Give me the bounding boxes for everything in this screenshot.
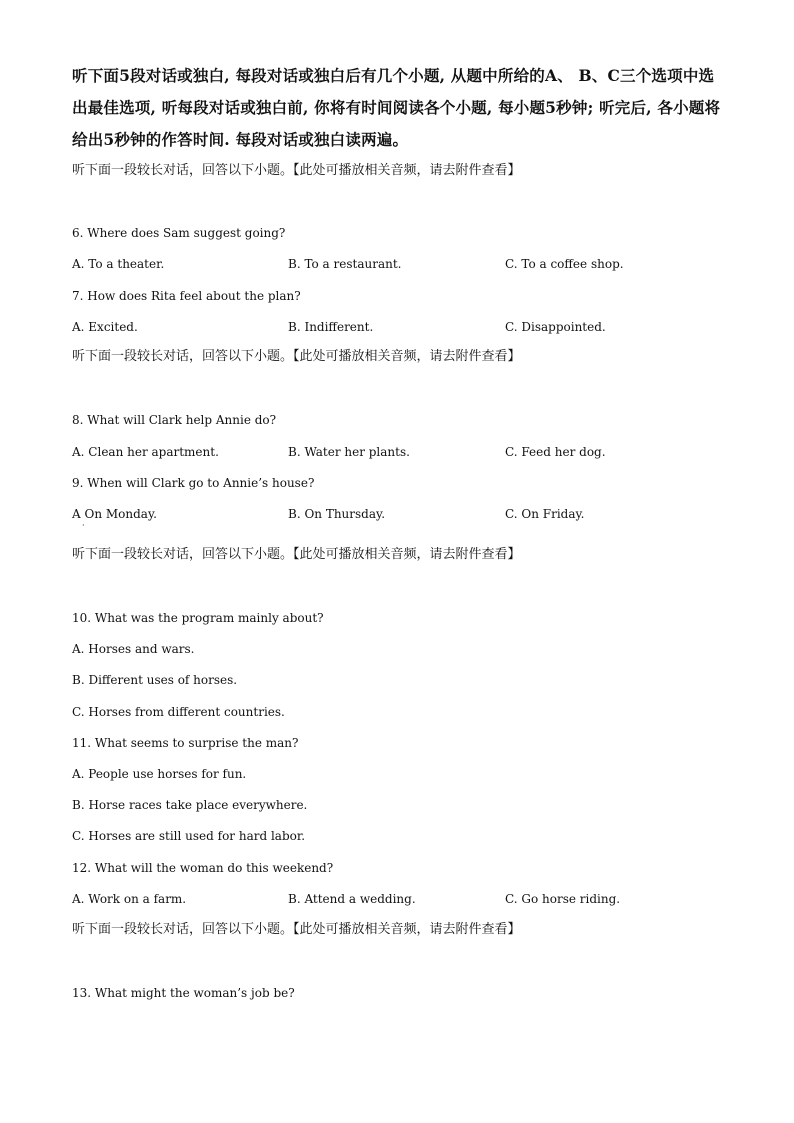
option-a: A. Horses and wars. [72,642,195,656]
option-b: B. Indifferent. [288,320,374,334]
option-c: C. Horses from different countries. [72,705,285,719]
option-b: B. Attend a wedding. [288,892,416,906]
option-a: A. To a theater. [72,257,165,271]
option-a: A. People use horses for fun. [72,767,247,781]
question-11: 11. What seems to surprise the man? [72,736,299,750]
option-c: C. To a coffee shop. [505,257,624,271]
option-b: B. Different uses of horses. [72,673,238,687]
section-intro: 听下面一段较长对话，回答以下小题。【此处可播放相关音频，请去附件查看】 [72,163,521,178]
section-intro: 听下面一段较长对话，回答以下小题。【此处可播放相关音频，请去附件查看】 [72,349,521,364]
option-c: C. Feed her dog. [505,445,606,459]
option-c: C. On Friday. [505,507,585,521]
question-12: 12. What will the woman do this weekend? [72,861,334,875]
question-10: 10. What was the program mainly about? [72,611,324,625]
question-8: 8. What will Clark help Annie do? [72,413,277,427]
section-intro: 听下面一段较长对话，回答以下小题。【此处可播放相关音频，请去附件查看】 [72,547,521,562]
option-b: B. Water her plants. [288,445,410,459]
question-7: 7. How does Rita feel about the plan? [72,289,301,303]
question-13: 13. What might the woman’s job be? [72,986,295,1000]
option-c: C. Go horse riding. [505,892,621,906]
option-c: C. Disappointed. [505,320,606,334]
option-a: A. Clean her apartment. [72,445,219,459]
section-intro: 听下面一段较长对话，回答以下小题。【此处可播放相关音频，请去附件查看】 [72,922,521,937]
option-a: A On Monday. [72,507,157,521]
question-9: 9. When will Clark go to Annie’s house? [72,476,315,490]
option-a: A. Excited. [72,320,138,334]
option-c: C. Horses are still used for hard labor. [72,829,306,843]
instructions: 听下面5段对话或独白, 每段对话或独白后有几个小题, 从题中所给的A、 B、C三个选项中选出最佳选项, 听每段对话或独白前, 你将有时间阅读各个小题, 每小题5秒钟; 听完后, 各小题将给出5秒钟的作答时间. 每段对话或独白读两遍。 [72,66,721,149]
option-b: B. Horse races take place everywhere. [72,798,308,812]
option-b: B. On Thursday. [288,507,386,521]
stray-dot: · [82,521,85,530]
question-6: 6. Where does Sam suggest going? [72,226,286,240]
option-b: B. To a restaurant. [288,257,402,271]
option-a: A. Work on a farm. [72,892,187,906]
